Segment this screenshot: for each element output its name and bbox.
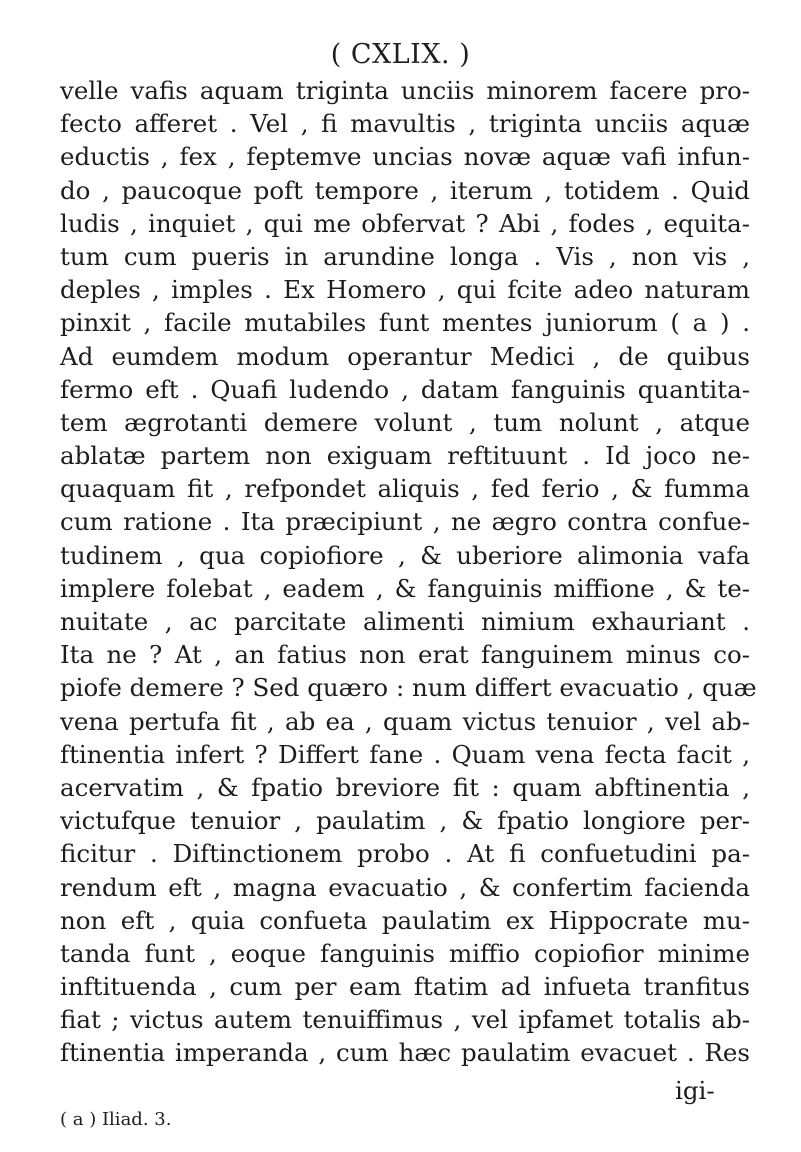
text-line: ablatæ partem non exiguam reftituunt . Id joco ne- xyxy=(60,441,750,471)
text-line: vena pertufa fit , ab ea , quam victus tenuior , vel ab- xyxy=(60,706,750,736)
text-line: eductis , fex , feptemve uncias novæ aquæ vafi infun- xyxy=(60,142,750,172)
text-line: fecto afferet . Vel , fi mavultis , triginta unciis aquæ xyxy=(60,109,750,139)
text-line: tem ægrotanti demere volunt , tum nolunt , atque xyxy=(60,407,750,437)
page-number: ( CXLIX. ) xyxy=(330,39,471,70)
text-line: fermo eft . Quafi ludendo , datam fanguinis quantita- xyxy=(60,374,750,404)
text-line: victufque tenuior , paulatim , & fpatio longiore per- xyxy=(60,806,750,836)
text-line: implere folebat , eadem , & fanguinis miffione , & te- xyxy=(60,573,750,603)
text-line: quaquam fit , refpondet aliquis , fed ferio , & fumma xyxy=(60,474,750,504)
text-line: ludis , inquiet , qui me obfervat ? Abi , fodes , equita- xyxy=(60,208,750,238)
text-line: ftinentia imperanda , cum hæc paulatim evacuet . Res xyxy=(60,1038,750,1068)
text-line: ftinentia infert ? Differt fane . Quam vena fecta facit , xyxy=(60,739,750,769)
text-line: tudinem , qua copiofiore , & uberiore alimonia vafa xyxy=(60,540,750,570)
text-line: Ad eumdem modum operantur Medici , de quibus xyxy=(60,341,750,371)
text-line: cum ratione . Ita præcipiunt , ne ægro contra confue- xyxy=(60,507,750,537)
text-line: acervatim , & fpatio breviore fit : quam abftinentia , xyxy=(60,772,750,802)
text-line: velle vafis aquam triginta unciis minorem facere pro- xyxy=(60,76,750,105)
text-line: ficitur . Diftinctionem probo . At fi confuetudini pa- xyxy=(60,839,750,869)
text-line: Ita ne ? At , an fatius non erat fanguinem minus co- xyxy=(60,640,750,670)
footnote: ( a ) Iliad. 3. xyxy=(60,1109,172,1130)
text-line: tanda funt , eoque fanguinis miffio copiofior minime xyxy=(60,938,750,968)
text-line: pinxit , facile mutabiles funt mentes juniorum ( a ) . xyxy=(60,308,750,338)
text-line: tum cum pueris in arundine longa . Vis , non vis , xyxy=(60,241,750,271)
body-text xyxy=(60,74,757,1070)
text-line: piofe demere ? Sed quæro : num differt evacuatio , quæ xyxy=(60,673,757,703)
text-line: fiat ; victus autem tenuiffimus , vel ipfamet totalis ab- xyxy=(60,1005,750,1035)
text-line: non eft , quia confueta paulatim ex Hippocrate mu- xyxy=(60,905,750,935)
catchword: igi- xyxy=(675,1076,715,1105)
text-line: do , paucoque poft tempore , iterum , totidem . Quid xyxy=(60,175,750,205)
text-line: nuitate , ac parcitate alimenti nimium exhauriant . xyxy=(60,607,750,636)
text-line: rendum eft , magna evacuatio , & confertim facienda xyxy=(60,872,750,902)
text-line: deples , imples . Ex Homero , qui fcite adeo naturam xyxy=(60,275,750,305)
text-line: inftituenda , cum per eam ftatim ad infueta tranfitus xyxy=(60,972,750,1002)
